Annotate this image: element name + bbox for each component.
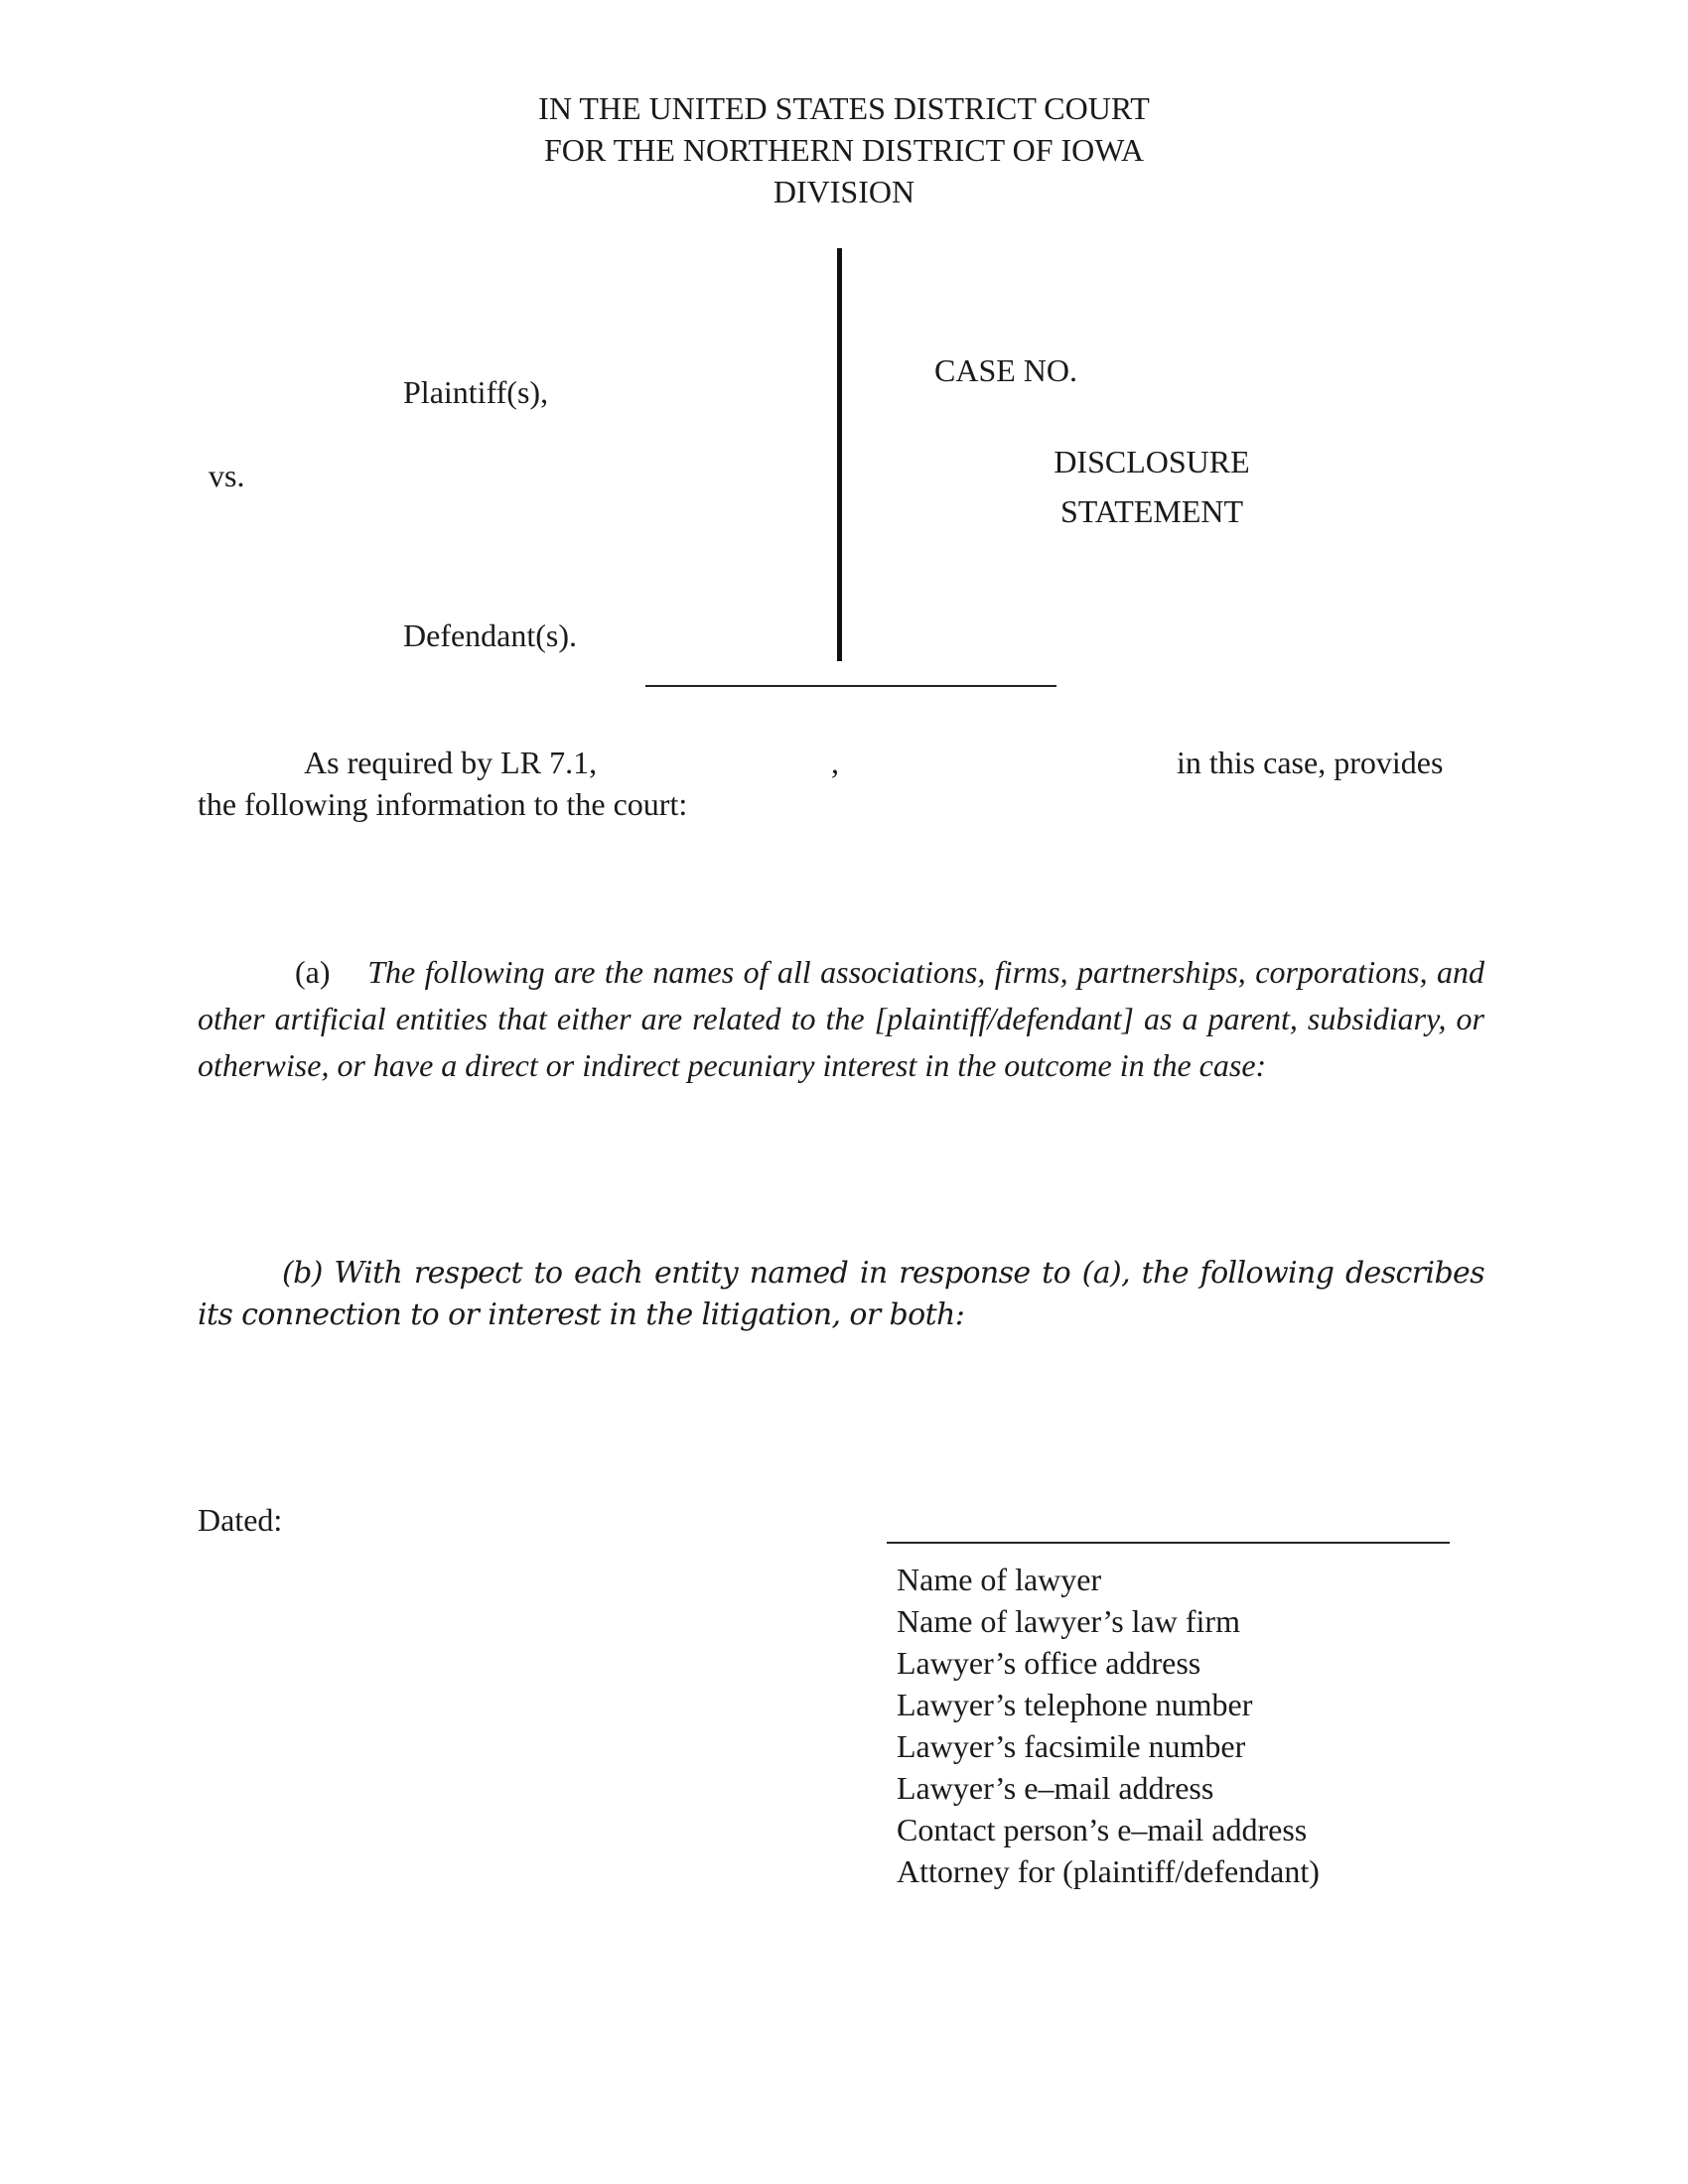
signature-line-item: Attorney for (plaintiff/defendant) [897,1853,1320,1889]
section-a-label: (a) [295,954,331,990]
signature-line [887,1542,1450,1544]
court-header-line-3: DIVISION [773,174,915,209]
signature-line-item: Lawyer’s facsimile number [897,1728,1246,1764]
caption-bottom-rule [645,685,1056,687]
document-title-line-1: DISCLOSURE [1054,444,1250,479]
intro-text-line-2: the following information to the court: [198,786,688,822]
signature-block [897,1559,1320,1892]
court-header-line-2: FOR THE NORTHERN DISTRICT OF IOWA [543,132,1145,168]
dated-label: Dated: [198,1502,283,1538]
signature-line-item: Name of lawyer [897,1562,1102,1597]
intro-comma: , [831,745,839,780]
section-b-text: (b) With respect to each entity named in response to (a), the following describes its connection to or interest in the litigation, or both: [198,1256,1484,1332]
plaintiff-label: Plaintiff(s), [403,374,549,410]
section-a-text: The following are the names of all associations, firms, partnerships, corporations, and other artificial entities that either are related to the [plaintiff/defendant] as a parent, subsidiary, or otherwise, or have a direct or indirect pecuniary interest in the outcome in the case: [198,954,1485,1083]
section-b-paragraph [198,1253,1484,1336]
intro-text-part-2: in this case, provides [1177,745,1444,780]
court-header [0,87,1688,212]
intro-text-part-1: As required by LR 7.1, [304,745,598,780]
document-title-line-2: STATEMENT [1059,493,1244,529]
case-number-label: CASE NO. [934,352,1078,388]
caption-vertical-divider [837,248,842,661]
signature-line-item: Lawyer’s e–mail address [897,1770,1214,1806]
signature-line-item: Lawyer’s telephone number [897,1687,1253,1722]
versus-label: vs. [209,458,245,493]
court-header-line-1: IN THE UNITED STATES DISTRICT COURT [538,90,1150,126]
document-title [1033,437,1271,536]
signature-line-item: Contact person’s e–mail address [897,1812,1308,1847]
section-a-paragraph [198,949,1484,1089]
signature-line-item: Name of lawyer’s law firm [897,1603,1240,1639]
signature-line-item: Lawyer’s office address [897,1645,1201,1681]
defendant-label: Defendant(s). [403,617,578,653]
